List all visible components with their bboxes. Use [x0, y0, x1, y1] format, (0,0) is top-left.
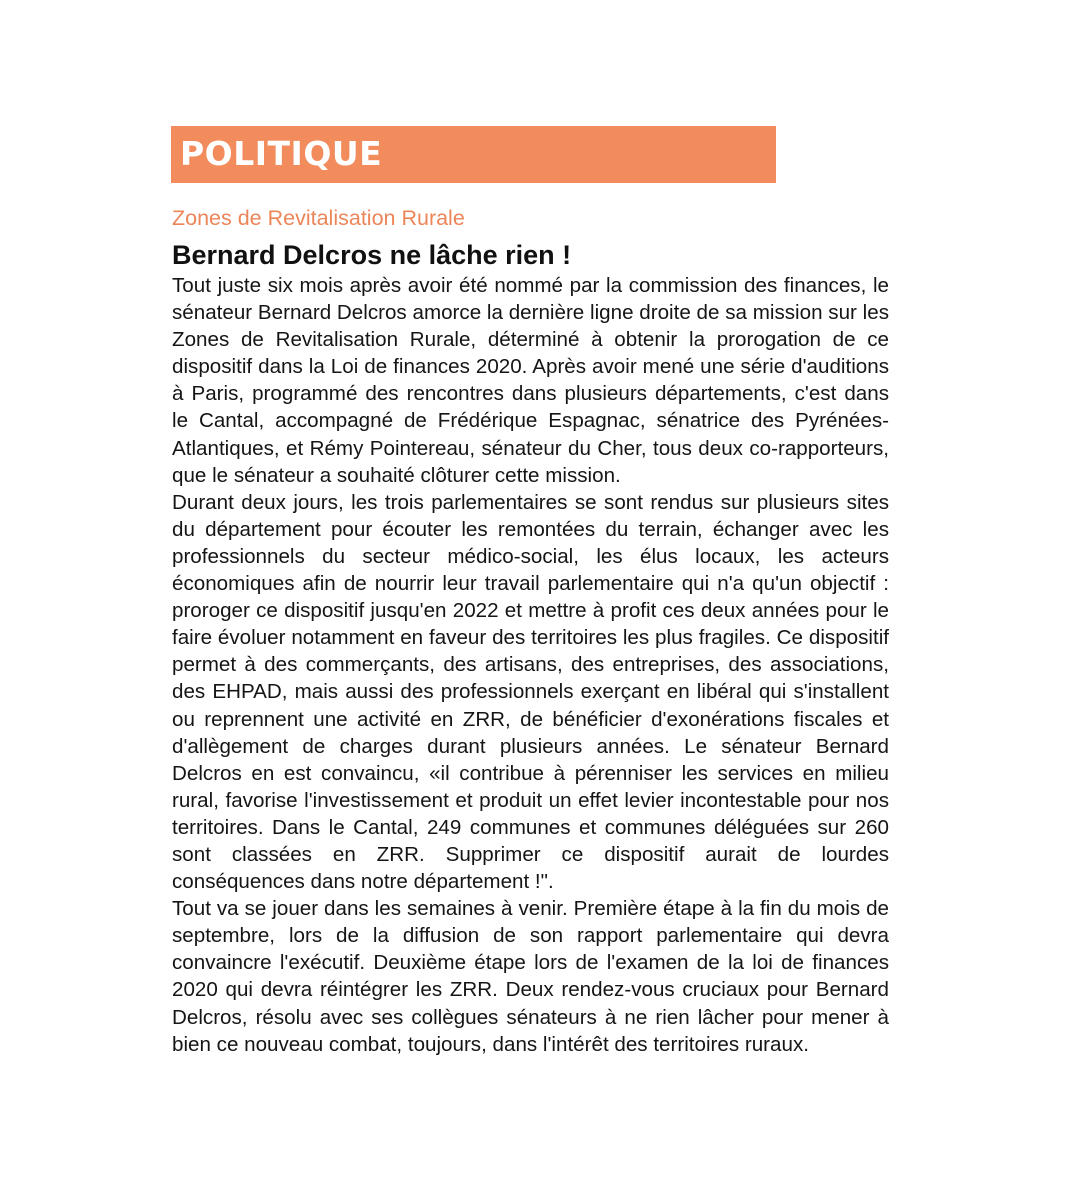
section-title: POLITIQUE	[180, 134, 383, 173]
article-body	[172, 272, 889, 1058]
article-kicker: Zones de Revitalisation Rurale	[172, 206, 465, 230]
article-paragraph: Durant deux jours, les trois parlementaires se sont rendus sur plusieurs sites du département pour écouter les remontées du terrain, échanger avec les professionnels du secteur médico-social, les élus locaux, les acteurs économiques afin de nourrir leur travail parlementaire qui n'a qu'un objectif : proroger ce dispositif jusqu'en 2022 et mettre à profit ces deux années pour le faire évoluer notamment en faveur des territoires les plus fragiles. Ce dispositif permet à des commerçants, des artisans, des entreprises, des associations, des EHPAD, mais aussi des professionnels exerçant en libéral qui s'installent ou reprennent une activité en ZRR, de bénéficier d'exonérations fiscales et d'allègement de charges durant plusieurs années. Le sénateur Bernard Delcros en est convaincu, «il contribue à pérenniser les services en milieu rural, favorise l'investissement et produit un effet levier incontestable pour nos territoires. Dans le Cantal, 249 communes et communes déléguées sur 260 sont classées en ZRR. Supprimer ce dispositif aurait de lourdes conséquences dans notre département !".	[172, 490, 889, 894]
section-banner	[171, 126, 776, 183]
article-paragraph: Tout juste six mois après avoir été nommé par la commission des finances, le sénateur Bernard Delcros amorce la dernière ligne droite de sa mission sur les Zones de Revitalisation Rurale, déterminé à obtenir la prorogation de ce dispositif dans la Loi de finances 2020. Après avoir mené une série d'auditions à Paris, programmé des rencontres dans plusieurs départements, c'est dans le Cantal, accompagné de Frédérique Espagnac, sénatrice des Pyrénées-Atlantiques, et Rémy Pointereau, sénateur du Cher, tous deux co-rapporteurs, que le sénateur a souhaité clôturer cette mission.	[172, 274, 889, 487]
article-paragraph: Tout va se jouer dans les semaines à venir. Première étape à la fin du mois de septembre, lors de la diffusion de son rapport parlementaire qui devra convaincre l'exécutif. Deuxième étape lors de l'examen de la loi de finances 2020 qui devra réintégrer les ZRR. Deux rendez-vous cruciaux pour Bernard Delcros, résolu avec ses collègues sénateurs à ne rien lâcher pour mener à bien ce nouveau combat, toujours, dans l'intérêt des territoires ruraux.	[172, 897, 889, 1056]
article-headline: Bernard Delcros ne lâche rien !	[172, 240, 572, 270]
